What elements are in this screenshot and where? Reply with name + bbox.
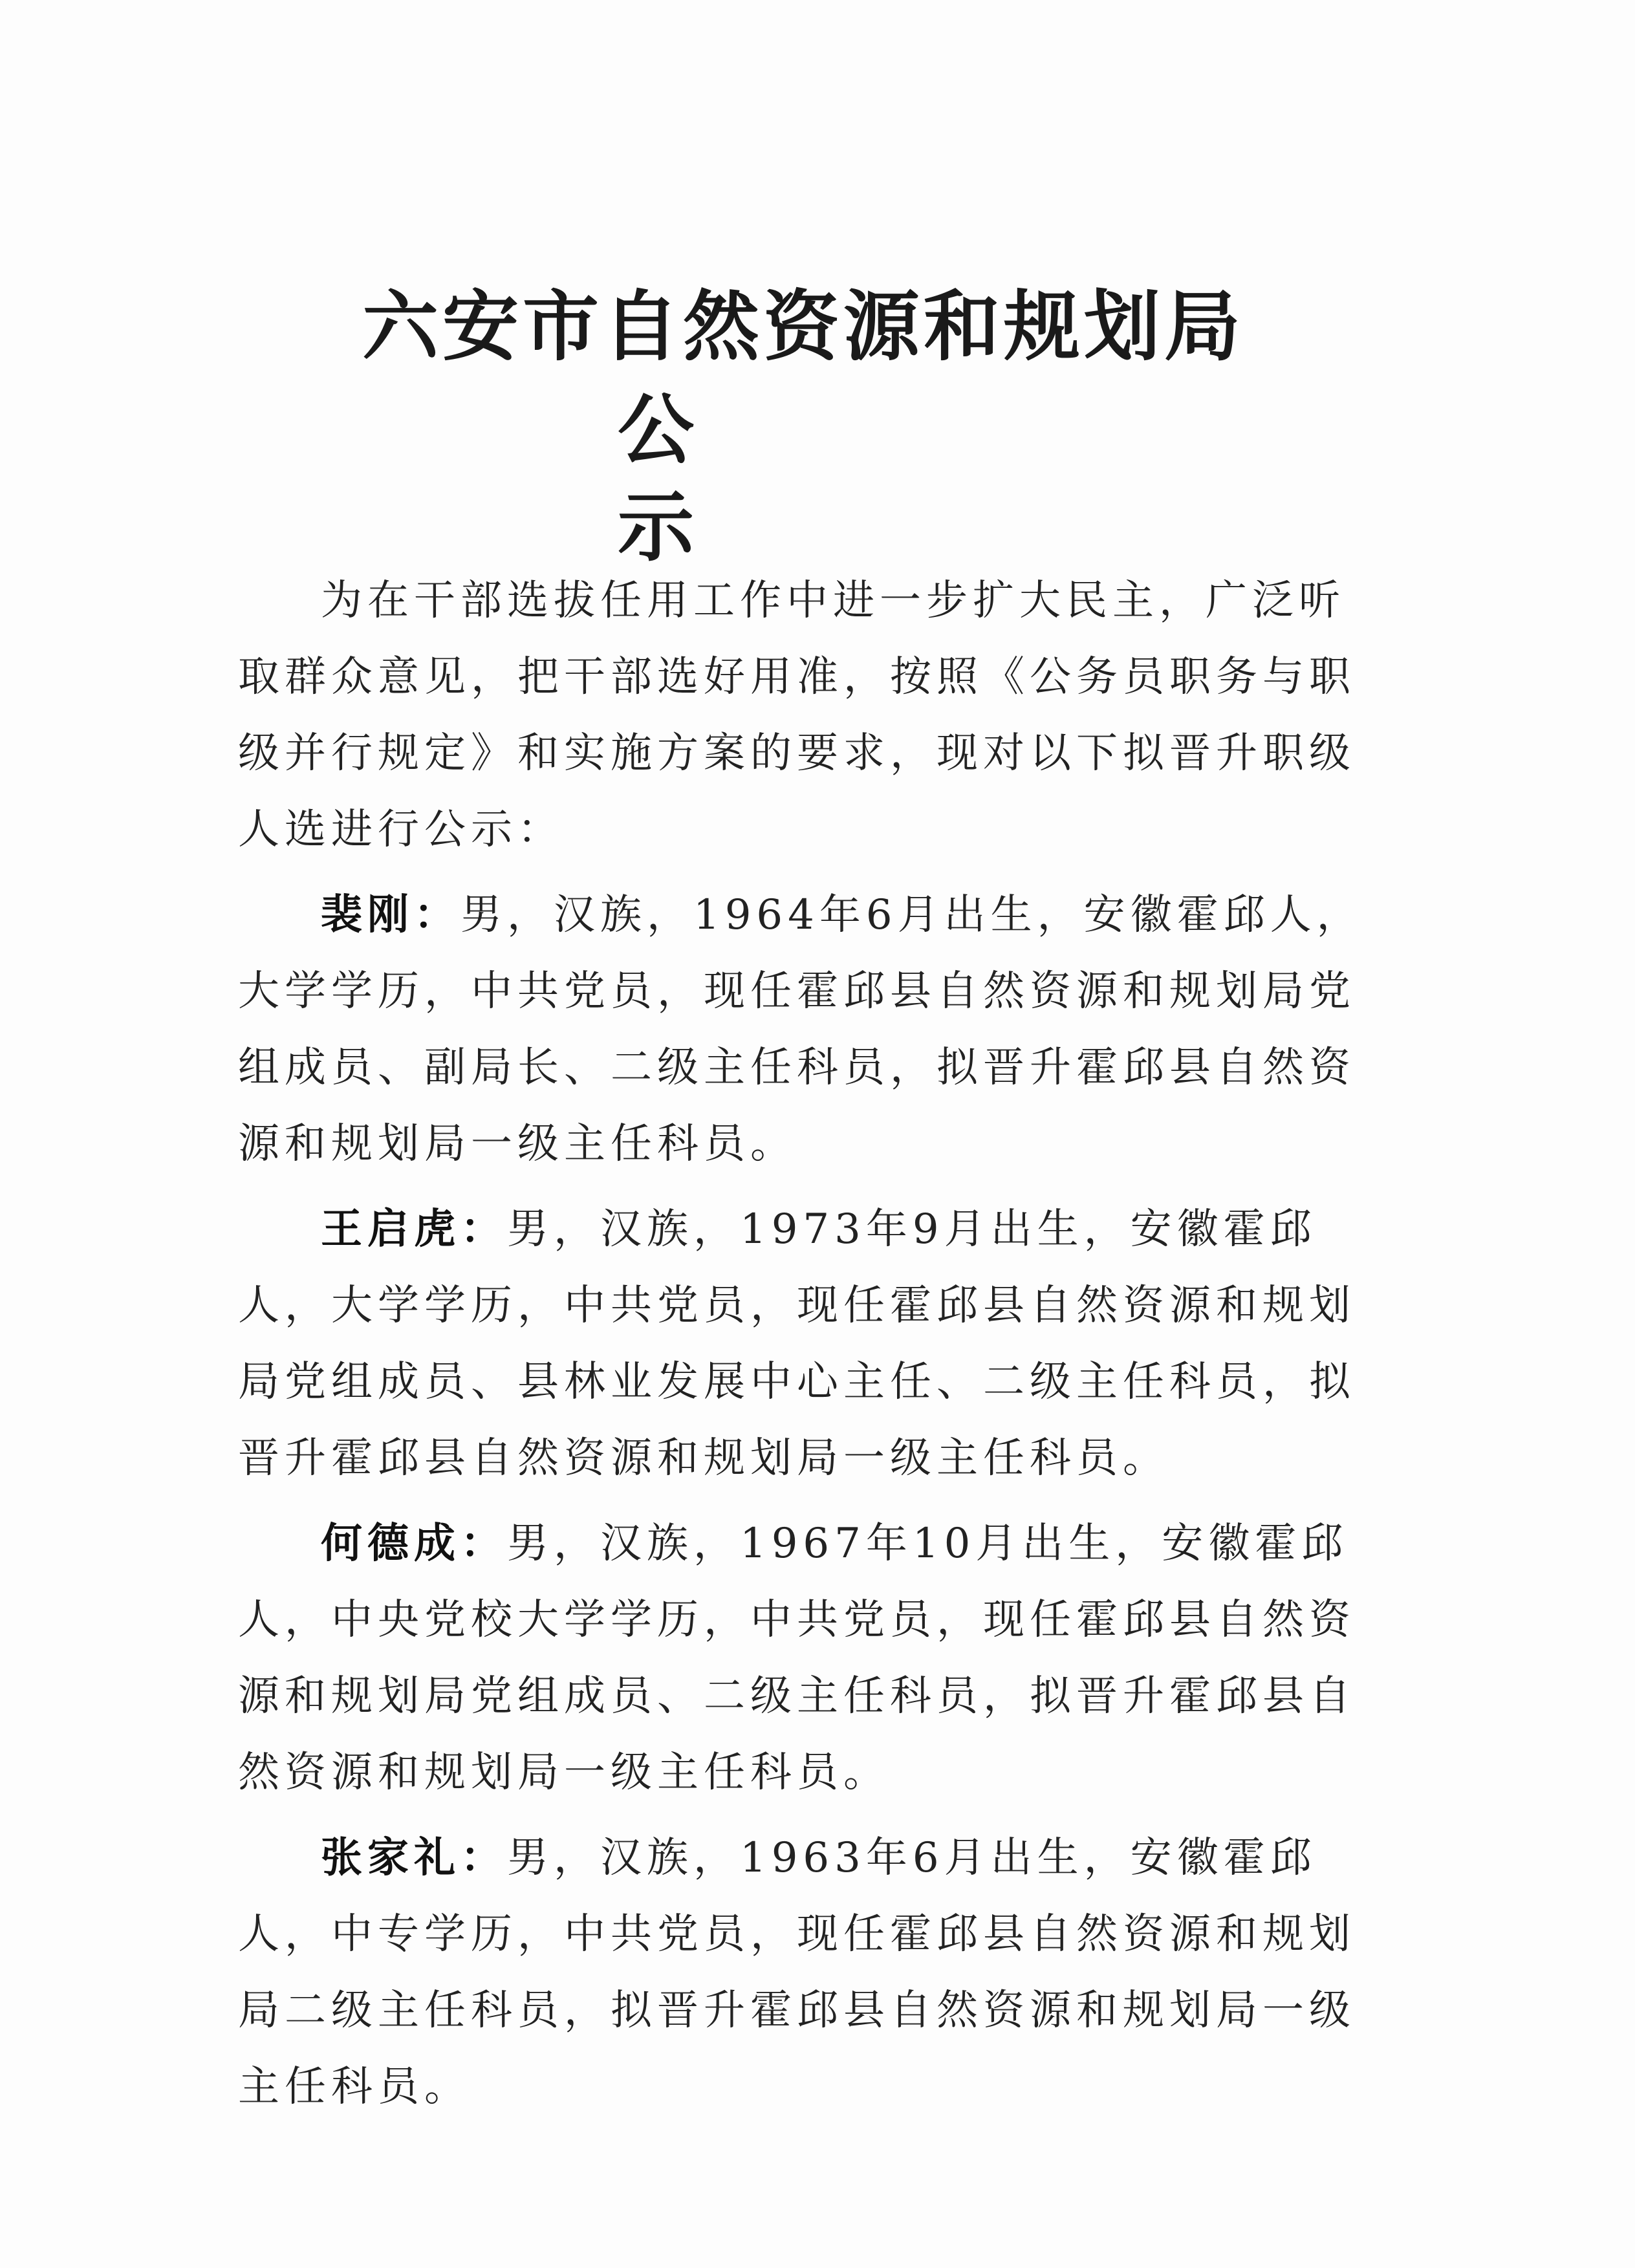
person-entry <box>238 1820 1363 2125</box>
person-details: 男，汉族，1967年10月出生，安徽霍邱人，中央党校大学学历，中共党员，现任霍邱县自然资源和规划局党组成员、二级主任科员，拟晋升霍邱县自然资源和规划局一级主任科员。 <box>238 1520 1356 1797</box>
document-subtitle: 公示 <box>618 385 869 572</box>
person-name: 王启虎： <box>321 1205 507 1253</box>
document-body <box>238 563 1363 2125</box>
person-details: 男，汉族，1963年6月出生，安徽霍邱人，中专学历，中共党员，现任霍邱县自然资源和规划局二级主任科员，拟晋升霍邱县自然资源和规划局一级主任科员。 <box>238 1834 1356 2111</box>
person-details: 男，汉族，1973年9月出生，安徽霍邱人，大学学历，中共党员，现任霍邱县自然资源和规划局党组成员、县林业发展中心主任、二级主任科员，拟晋升霍邱县自然资源和规划局一级主任科员。 <box>238 1205 1356 1482</box>
document-title: 六安市自然资源和规划局 <box>362 281 1245 371</box>
person-entry <box>238 877 1363 1182</box>
person-entry <box>238 1506 1363 1811</box>
person-details: 男，汉族，1964年6月出生，安徽霍邱人，大学学历，中共党员，现任霍邱县自然资源和规划局党组成员、副局长、二级主任科员，拟晋升霍邱县自然资源和规划局一级主任科员。 <box>238 891 1363 1168</box>
intro-paragraph: 为在干部选拔任用工作中进一步扩大民主，广泛听取群众意见，把干部选好用准，按照《公务员职务与职级并行规定》和实施方案的要求，现对以下拟晋升职级人选进行公示： <box>238 577 1356 854</box>
person-name: 裴刚： <box>321 891 460 939</box>
person-name: 何德成： <box>321 1519 507 1568</box>
person-entry <box>238 1191 1363 1496</box>
person-name: 张家礼： <box>321 1833 507 1882</box>
